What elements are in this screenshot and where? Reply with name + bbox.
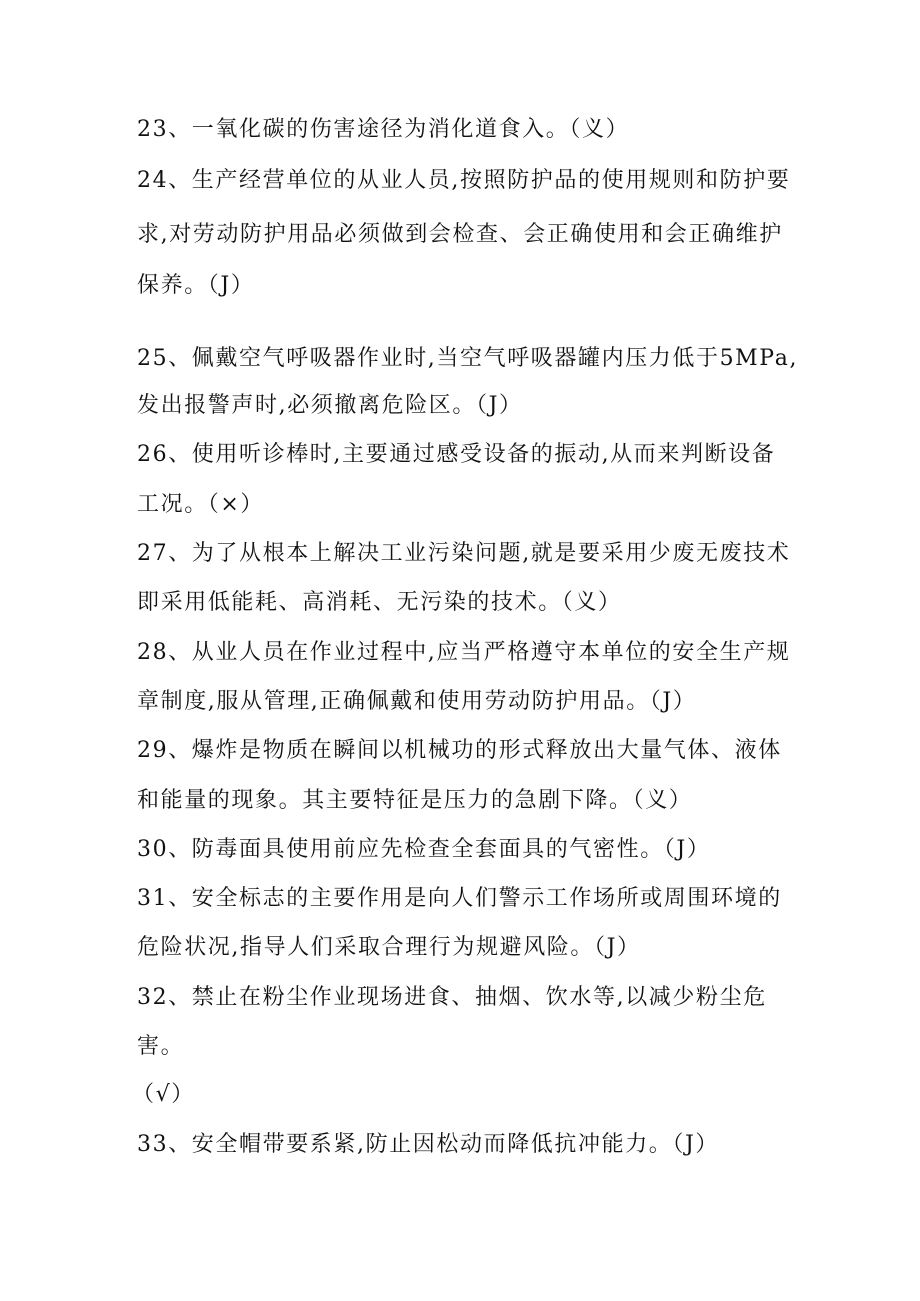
text-line: 30、防毒面具使用前应先检查全套面具的气密性。（J） [137,837,711,862]
text-line: 24、生产经营单位的从业人员,按照防护品的使用规则和防护要 [137,168,791,193]
text-line: 32、禁止在粉尘作业现场进食、抽烟、饮水等,以减少粉尘危 [137,985,767,1010]
text-line: 25、佩戴空气呼吸器作业时,当空气呼吸器罐内压力低于5MPa, [137,346,799,371]
text-line: 保养。（J） [137,273,255,298]
text-line: 害。 [137,1034,185,1059]
text-line: 27、为了从根本上解决工业污染问题,就是要采用少废无废技术 [137,541,791,566]
text-line: 28、从业人员在作业过程中,应当严格遵守本单位的安全生产规 [137,640,791,665]
text-line: 即采用低能耗、高消耗、无污染的技术。（义） [137,590,622,615]
text-line: 和能量的现象。其主要特征是压力的急剧下降。（义） [137,788,693,813]
text-line: 29、爆炸是物质在瞬间以机械功的形式释放出大量气体、液体 [137,738,782,763]
text-line: 工况。（×） [137,492,265,517]
text-line: 章制度,服从管理,正确佩戴和使用劳动防护用品。（J） [137,689,697,714]
text-line: 33、安全帽带要系紧,防止因松动而降低抗冲能力。（J） [137,1132,720,1157]
text-line: 23、一氧化碳的伤害途径为消化道食入。（义） [137,117,630,142]
text-line: 31、安全标志的主要作用是向人们警示工作场所或周围环境的 [137,886,782,911]
text-line: 求,对劳动防护用品必须做到会检查、会正确使用和会正确维护 [137,222,783,247]
text-line: （√） [132,1082,195,1107]
text-line: 发出报警声时,必须撤离危险区。（J） [137,393,523,418]
text-line: 危险状况,指导人们采取合理行为规避风险。（J） [137,935,641,960]
text-line: 26、使用听诊棒时,主要通过感受设备的振动,从而来判断设备 [137,442,776,467]
